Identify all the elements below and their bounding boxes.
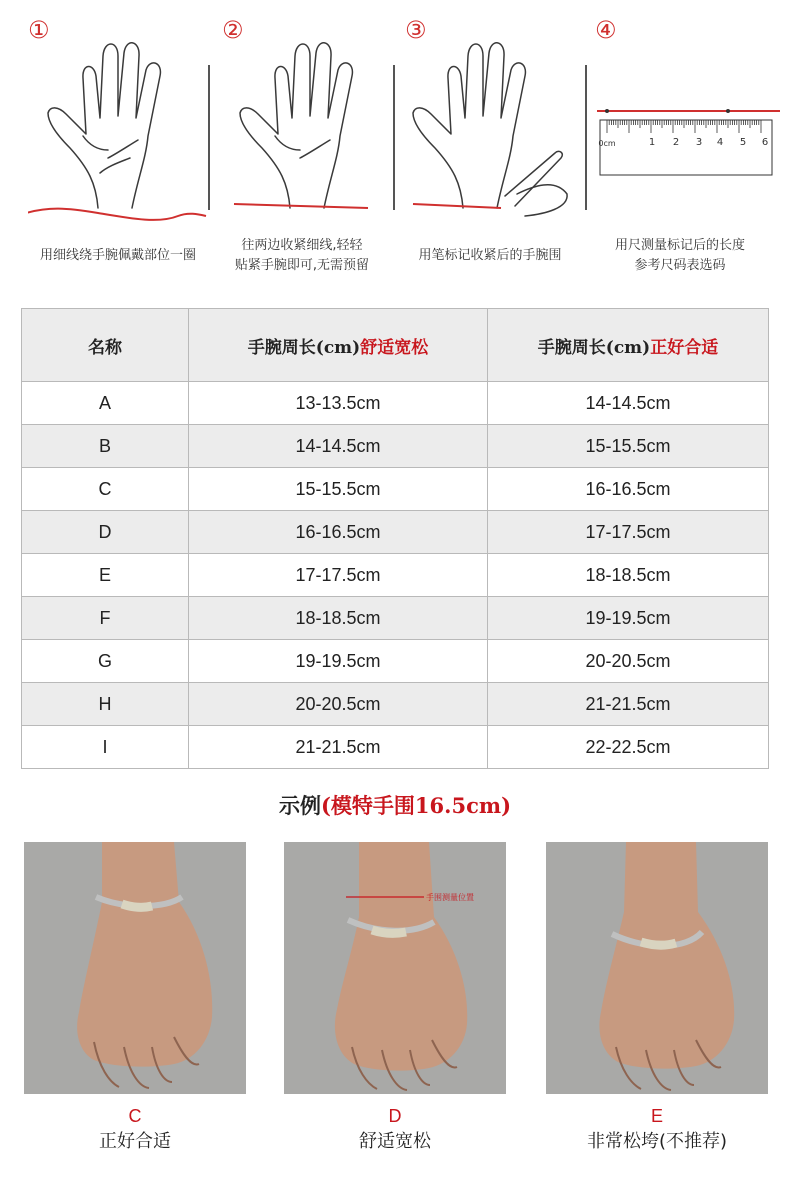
step-number: ①	[28, 16, 50, 44]
measure-steps	[0, 0, 790, 290]
size-fit: 20-20.5cm	[488, 640, 769, 683]
step-caption: 用笔标记收紧后的手腕围	[418, 248, 562, 263]
size-loose: 15-15.5cm	[189, 468, 488, 511]
divider	[393, 65, 395, 210]
table-row	[22, 554, 769, 597]
size-loose: 13-13.5cm	[189, 382, 488, 425]
step-number: ④	[595, 16, 617, 44]
size-fit: 14-14.5cm	[488, 382, 769, 425]
table-row	[22, 683, 769, 726]
size-name: B	[22, 425, 189, 468]
example-photo-d	[284, 842, 506, 1094]
table-row	[22, 382, 769, 425]
step-caption: 用尺测量标记后的长度 参考尺码表选码	[614, 238, 745, 273]
size-fit: 18-18.5cm	[488, 554, 769, 597]
hand-mark-illustration	[405, 18, 580, 228]
size-table	[21, 308, 769, 769]
ruler-tick-label: 3	[695, 137, 703, 148]
size-loose: 16-16.5cm	[189, 511, 488, 554]
table-row	[22, 640, 769, 683]
divider	[585, 65, 587, 210]
table-row	[22, 597, 769, 640]
hand-tighten-illustration	[222, 18, 392, 228]
example-code: E	[650, 1106, 663, 1126]
size-name: F	[22, 597, 189, 640]
example-label-e	[546, 1103, 768, 1155]
example-desc: 非常松垮(不推荐)	[586, 1131, 728, 1152]
step-caption: 往两边收紧细线,轻轻 贴紧手腕即可,无需预留	[234, 238, 370, 273]
example-code: C	[128, 1106, 142, 1126]
ruler-tick-label: 4	[716, 137, 724, 148]
ruler-tick-label: 2	[672, 137, 680, 148]
size-loose: 21-21.5cm	[189, 726, 488, 769]
divider	[208, 65, 210, 210]
step-caption: 用细线绕手腕佩戴部位一圈	[39, 248, 196, 263]
size-fit: 22-22.5cm	[488, 726, 769, 769]
table-row	[22, 726, 769, 769]
size-loose: 17-17.5cm	[189, 554, 488, 597]
step-number: ③	[405, 16, 427, 44]
size-fit: 21-21.5cm	[488, 683, 769, 726]
example-desc: 舒适宽松	[359, 1131, 431, 1152]
size-loose: 20-20.5cm	[189, 683, 488, 726]
size-fit: 17-17.5cm	[488, 511, 769, 554]
table-header-row	[22, 309, 769, 382]
size-name: G	[22, 640, 189, 683]
header-name: 名称	[22, 309, 189, 382]
example-desc: 正好合适	[99, 1131, 171, 1152]
size-loose: 14-14.5cm	[189, 425, 488, 468]
ruler-tick-label: 6	[761, 137, 769, 148]
size-loose: 19-19.5cm	[189, 640, 488, 683]
header-loose: 手腕周长(cm)舒适宽松	[189, 309, 488, 382]
example-code: D	[388, 1106, 402, 1126]
size-fit: 15-15.5cm	[488, 425, 769, 468]
example-label-d	[284, 1103, 506, 1155]
ruler-zero-label: 0cm	[598, 139, 616, 148]
size-fit: 16-16.5cm	[488, 468, 769, 511]
ruler-illustration	[595, 18, 780, 193]
step-number: ②	[222, 16, 244, 44]
measure-note: 手围测量位置	[426, 893, 474, 902]
ruler-tick-label: 5	[739, 137, 747, 148]
size-name: I	[22, 726, 189, 769]
example-photo-c	[24, 842, 246, 1094]
table-row	[22, 425, 769, 468]
hand-loop-illustration	[28, 18, 218, 228]
table-row	[22, 511, 769, 554]
example-label-c	[24, 1103, 246, 1155]
ruler-tick-label: 1	[648, 137, 656, 148]
size-name: A	[22, 382, 189, 425]
example-photo-e	[546, 842, 768, 1094]
header-fit: 手腕周长(cm)正好合适	[488, 309, 769, 382]
table-row	[22, 468, 769, 511]
size-loose: 18-18.5cm	[189, 597, 488, 640]
size-fit: 19-19.5cm	[488, 597, 769, 640]
example-title: 示例(模特手围16.5cm)	[278, 793, 512, 818]
size-name: H	[22, 683, 189, 726]
size-name: E	[22, 554, 189, 597]
size-name: D	[22, 511, 189, 554]
size-name: C	[22, 468, 189, 511]
